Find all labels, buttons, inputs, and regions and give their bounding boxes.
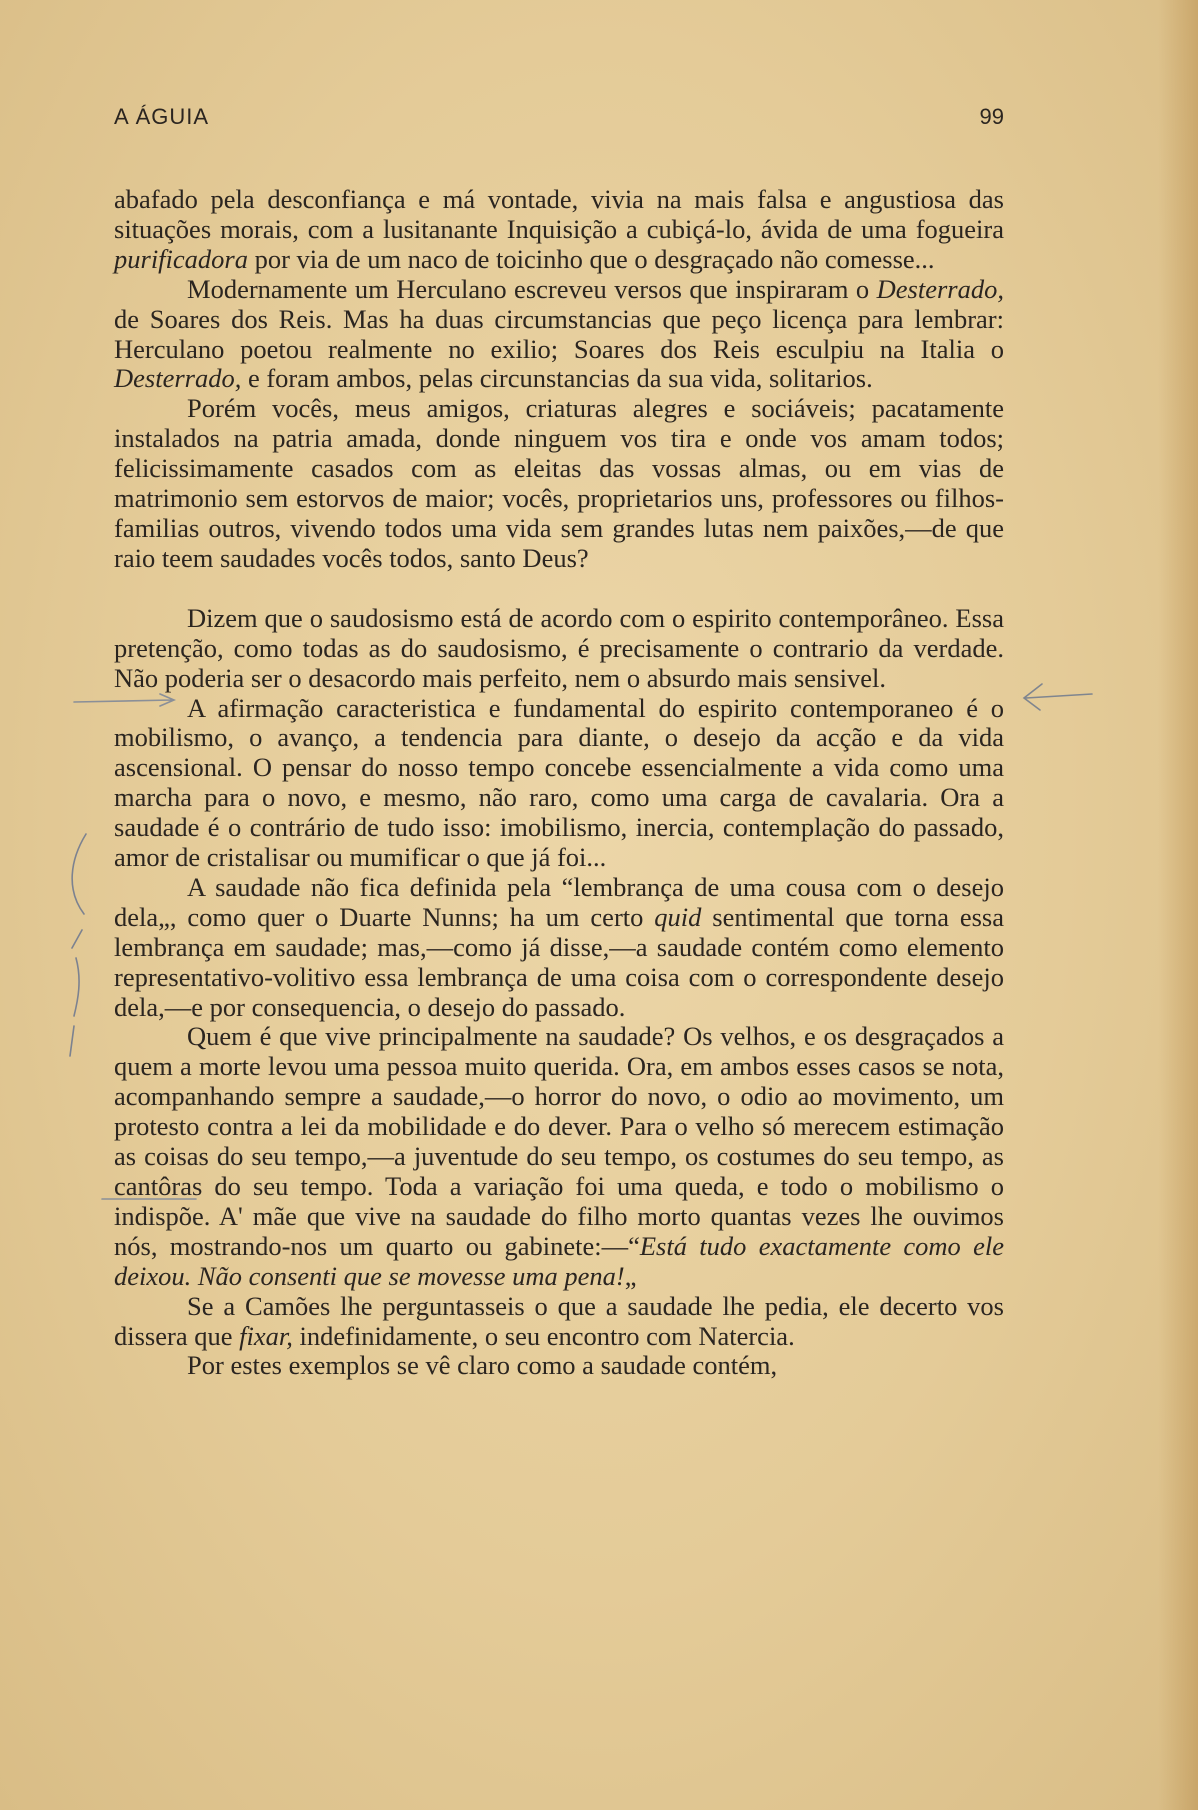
body-text xyxy=(114,185,1004,1381)
text-run: por via de um naco de toicinho que o desgraçado não comesse... xyxy=(247,243,935,274)
italic-text: purificadora xyxy=(114,243,248,274)
paragraph-3 xyxy=(114,394,1004,573)
text-run: A saudade não fica definida pela “lembrança de uma cousa com o desejo dela„, como quer o Duarte Nunns; ha um certo xyxy=(114,871,1004,932)
text-run: Se a Camões lhe perguntasseis o que a saudade lhe pedia, ele decerto vos dissera que xyxy=(114,1290,1004,1351)
paragraph-8 xyxy=(114,1292,1004,1352)
paragraph-2 xyxy=(114,275,1004,395)
text-run: Dizem que o saudosismo está de acordo com o espirito contemporâneo. Essa pretenção, como todas as do saudosismo, é precisamente o contrario da verdade. Não poderia ser o desacordo mais perfeito, nem o absurdo mais sensivel. xyxy=(114,602,1004,693)
paragraph-1 xyxy=(114,185,1004,275)
text-run: Quem é que vive principalmente na saudade? Os velhos, e os desgraçados a quem a morte levou uma pessoa muito querida. Ora, em ambos esses casos se nota, acompanhando sempre a saudade,—o horror do novo, o odio ao movimento, um protesto contra a lei da mobilidade e do dever. Para o velho só merecem estimação as coisas do seu tempo,—a juventude do seu tempo, os costumes do seu tempo, as cantôras do seu tempo. Toda a variação foi uma queda, e todo o mobilismo o indispõe. A' mãe que vive na saudade do filho morto quantas vezes lhe ouvimos nós, mostrando-nos um quarto ou gabinete:—“ xyxy=(114,1021,1004,1261)
text-run: A afirmação caracteristica e fundamental do espirito contemporaneo é o mobilismo, o avanço, a tendencia para diante, o desejo da acção e da vida ascensional. O pensar do nosso tempo concebe essencialmente a vida como uma marcha para o novo, e mesmo, não raro, como uma carga de cavalaria. Ora a saudade é o contrário de tudo isso: imobilismo, inercia, contemplação do passado, amor de cristalisar ou mumificar o que já foi... xyxy=(114,692,1004,873)
italic-text: fixar, xyxy=(239,1320,293,1351)
text-run: e foram ambos, pelas circunstancias da sua vida, solitarios. xyxy=(241,363,873,394)
paragraph-6 xyxy=(114,873,1004,1023)
paragraph-5 xyxy=(114,694,1004,873)
text-run: „ xyxy=(624,1260,637,1291)
paragraph-4 xyxy=(114,604,1004,694)
text-run: Por estes exemplos se vê claro como a saudade contém, xyxy=(187,1350,778,1381)
page-number: 99 xyxy=(979,104,1004,129)
italic-text: Está tudo exactamente como ele deixou. Não consenti que se movesse uma pena! xyxy=(114,1230,1004,1291)
paragraph-9 xyxy=(114,1351,1004,1381)
page-edge-shadow xyxy=(1158,0,1198,1810)
text-run: abafado pela desconfiança e má vontade, vivia na mais falsa e angustiosa das situações morais, com a lusitanante Inquisição a cubiçá-lo, ávida de uma fogueira xyxy=(114,184,1004,244)
text-run: Porém vocês, meus amigos, criaturas alegres e sociáveis; pacatamente instalados na patria amada, donde ninguem vos tira e onde vos amam todos; felicissimamente casados com as eleitas das vossas almas, ou em vias de matrimonio sem estorvos de maior; vocês, proprietarios uns, professores ou filhos-familias outros, vivendo todos uma vida sem grandes lutas nem paixões,—de que raio teem saudades vocês todos, santo Deus? xyxy=(114,393,1004,573)
italic-text: Desterrado, xyxy=(114,363,242,394)
text-run: Modernamente um Herculano escreveu versos que inspiraram o xyxy=(187,273,877,304)
running-title: A ÁGUIA xyxy=(114,104,210,129)
running-header xyxy=(114,104,1004,136)
text-run: sentimental que torna essa lembrança em saudade; mas,—como já disse,—a saudade contém como elemento representativo-volitivo essa lembrança de uma coisa com o correspondente desejo dela,—e por consequencia, o desejo do passado. xyxy=(114,901,1005,1022)
paragraph-7 xyxy=(114,1022,1004,1291)
italic-text: Desterrado, xyxy=(876,273,1004,304)
italic-text: quid xyxy=(654,901,702,932)
text-run: indefinidamente, o seu encontro com Natercia. xyxy=(292,1320,795,1351)
text-run: de Soares dos Reis. Mas ha duas circumstancias que peço licença para lembrar: Herculano poetou realmente no exilio; Soares dos Reis esculpiu na Italia o xyxy=(114,303,1004,364)
